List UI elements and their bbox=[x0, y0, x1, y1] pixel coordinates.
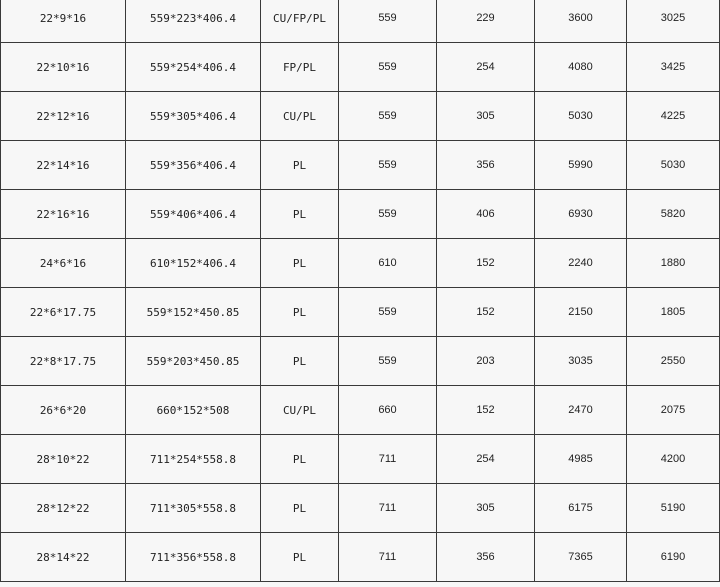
height-cell: 254 bbox=[437, 43, 535, 92]
height-cell: 152 bbox=[437, 288, 535, 337]
type-cell: PL bbox=[261, 239, 339, 288]
type-cell: PL bbox=[261, 190, 339, 239]
width-cell: 559 bbox=[339, 92, 437, 141]
table-row bbox=[1, 92, 720, 141]
size-mm-cell: 559*356*406.4 bbox=[126, 141, 261, 190]
table-row bbox=[1, 190, 720, 239]
height-cell: 356 bbox=[437, 141, 535, 190]
height-cell: 406 bbox=[437, 190, 535, 239]
airflow-a-cell: 3600 bbox=[535, 0, 627, 43]
type-cell: PL bbox=[261, 484, 339, 533]
size-inch-cell: 22*16*16 bbox=[1, 190, 126, 239]
type-cell: PL bbox=[261, 337, 339, 386]
airflow-a-cell: 2150 bbox=[535, 288, 627, 337]
height-cell: 356 bbox=[437, 533, 535, 582]
airflow-b-cell: 1880 bbox=[627, 239, 720, 288]
type-cell: FP/PL bbox=[261, 43, 339, 92]
table-row bbox=[1, 239, 720, 288]
height-cell: 305 bbox=[437, 484, 535, 533]
size-inch-cell: 22*8*17.75 bbox=[1, 337, 126, 386]
airflow-a-cell: 4080 bbox=[535, 43, 627, 92]
airflow-b-cell: 2075 bbox=[627, 386, 720, 435]
size-mm-cell: 559*152*450.85 bbox=[126, 288, 261, 337]
airflow-a-cell: 5990 bbox=[535, 141, 627, 190]
height-cell: 254 bbox=[437, 435, 535, 484]
airflow-a-cell: 2240 bbox=[535, 239, 627, 288]
width-cell: 559 bbox=[339, 43, 437, 92]
airflow-b-cell: 6190 bbox=[627, 533, 720, 582]
width-cell: 559 bbox=[339, 288, 437, 337]
airflow-a-cell: 7365 bbox=[535, 533, 627, 582]
airflow-a-cell: 3035 bbox=[535, 337, 627, 386]
size-inch-cell: 22*14*16 bbox=[1, 141, 126, 190]
width-cell: 559 bbox=[339, 141, 437, 190]
size-inch-cell: 26*6*20 bbox=[1, 386, 126, 435]
table-body bbox=[1, 0, 720, 582]
type-cell: PL bbox=[261, 435, 339, 484]
type-cell: PL bbox=[261, 533, 339, 582]
airflow-b-cell: 5820 bbox=[627, 190, 720, 239]
table-row bbox=[1, 337, 720, 386]
table-row bbox=[1, 533, 720, 582]
width-cell: 711 bbox=[339, 484, 437, 533]
height-cell: 305 bbox=[437, 92, 535, 141]
height-cell: 229 bbox=[437, 0, 535, 43]
airflow-a-cell: 5030 bbox=[535, 92, 627, 141]
size-mm-cell: 711*254*558.8 bbox=[126, 435, 261, 484]
size-mm-cell: 610*152*406.4 bbox=[126, 239, 261, 288]
width-cell: 711 bbox=[339, 533, 437, 582]
type-cell: CU/FP/PL bbox=[261, 0, 339, 43]
type-cell: PL bbox=[261, 288, 339, 337]
airflow-a-cell: 4985 bbox=[535, 435, 627, 484]
height-cell: 203 bbox=[437, 337, 535, 386]
airflow-b-cell: 3025 bbox=[627, 0, 720, 43]
airflow-b-cell: 3425 bbox=[627, 43, 720, 92]
table-row bbox=[1, 386, 720, 435]
size-mm-cell: 559*203*450.85 bbox=[126, 337, 261, 386]
airflow-a-cell: 6175 bbox=[535, 484, 627, 533]
size-mm-cell: 660*152*508 bbox=[126, 386, 261, 435]
size-inch-cell: 22*6*17.75 bbox=[1, 288, 126, 337]
airflow-b-cell: 4200 bbox=[627, 435, 720, 484]
airflow-a-cell: 6930 bbox=[535, 190, 627, 239]
size-mm-cell: 559*406*406.4 bbox=[126, 190, 261, 239]
airflow-b-cell: 5030 bbox=[627, 141, 720, 190]
width-cell: 610 bbox=[339, 239, 437, 288]
airflow-b-cell: 4225 bbox=[627, 92, 720, 141]
type-cell: CU/PL bbox=[261, 386, 339, 435]
width-cell: 660 bbox=[339, 386, 437, 435]
type-cell: PL bbox=[261, 141, 339, 190]
table-row bbox=[1, 435, 720, 484]
width-cell: 711 bbox=[339, 435, 437, 484]
table-row bbox=[1, 0, 720, 43]
width-cell: 559 bbox=[339, 190, 437, 239]
size-inch-cell: 22*10*16 bbox=[1, 43, 126, 92]
height-cell: 152 bbox=[437, 386, 535, 435]
size-mm-cell: 559*223*406.4 bbox=[126, 0, 261, 43]
size-inch-cell: 28*14*22 bbox=[1, 533, 126, 582]
type-cell: CU/PL bbox=[261, 92, 339, 141]
table-row bbox=[1, 288, 720, 337]
airflow-b-cell: 1805 bbox=[627, 288, 720, 337]
size-inch-cell: 24*6*16 bbox=[1, 239, 126, 288]
size-mm-cell: 559*305*406.4 bbox=[126, 92, 261, 141]
height-cell: 152 bbox=[437, 239, 535, 288]
width-cell: 559 bbox=[339, 337, 437, 386]
table-row bbox=[1, 43, 720, 92]
width-cell: 559 bbox=[339, 0, 437, 43]
size-mm-cell: 559*254*406.4 bbox=[126, 43, 261, 92]
size-inch-cell: 22*12*16 bbox=[1, 92, 126, 141]
table-row bbox=[1, 141, 720, 190]
size-inch-cell: 28*12*22 bbox=[1, 484, 126, 533]
table-row bbox=[1, 484, 720, 533]
size-inch-cell: 22*9*16 bbox=[1, 0, 126, 43]
airflow-b-cell: 2550 bbox=[627, 337, 720, 386]
airflow-b-cell: 5190 bbox=[627, 484, 720, 533]
airflow-a-cell: 2470 bbox=[535, 386, 627, 435]
size-inch-cell: 28*10*22 bbox=[1, 435, 126, 484]
size-mm-cell: 711*305*558.8 bbox=[126, 484, 261, 533]
size-mm-cell: 711*356*558.8 bbox=[126, 533, 261, 582]
